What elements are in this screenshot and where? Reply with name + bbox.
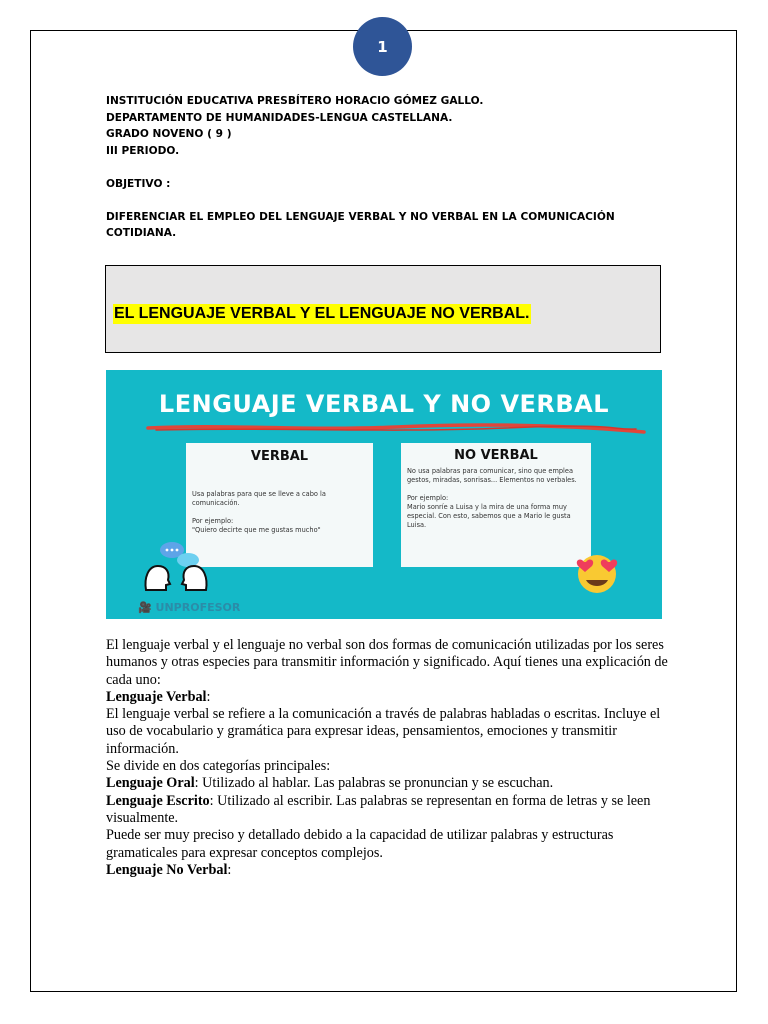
verbal-card bbox=[186, 443, 373, 567]
oral-text: : Utilizado al hablar. Las palabras se pronuncian y se escuchan. bbox=[194, 775, 554, 792]
talking-heads-icon bbox=[140, 540, 212, 592]
logo-text: UNPROFESOR bbox=[155, 601, 241, 614]
escrito-label: Lenguaje Escrito bbox=[106, 792, 210, 809]
body-content bbox=[106, 637, 676, 879]
noverbal-example-label: Por ejemplo: bbox=[407, 494, 449, 502]
highlighted-title: EL LENGUAJE VERBAL Y EL LENGUAJE NO VERBAL. bbox=[114, 305, 530, 322]
noverbal-example: Mario sonríe a Luisa y la mira de una forma muy especial. Con esto, sabemos que a Mario le gusta Luisa. bbox=[407, 503, 571, 529]
spacer bbox=[106, 192, 666, 209]
objective-text: DIFERENCIAR EL EMPLEO DEL LENGUAJE VERBAL Y NO VERBAL EN LA COMUNICACIÓN COTIDIANA. bbox=[106, 210, 615, 239]
oral-line bbox=[106, 775, 676, 792]
verbal-example: "Quiero decirte que me gustas mucho" bbox=[192, 526, 321, 534]
title-box bbox=[105, 265, 661, 353]
verbal-description: Usa palabras para que se lleve a cabo la comunicación. bbox=[192, 490, 326, 507]
escrito-line bbox=[106, 793, 676, 828]
escrito-text: : Utilizado al escribir. Las palabras se representan en forma de letras y se leen visualmente. bbox=[106, 792, 651, 826]
objective-label: OBJETIVO : bbox=[106, 177, 171, 190]
noverbal-card bbox=[401, 443, 591, 567]
red-brush-stroke-icon bbox=[146, 422, 646, 436]
camera-icon: 🎥 bbox=[138, 601, 152, 614]
grade-level: GRADO NOVENO ( 9 ) bbox=[106, 128, 232, 140]
categories-line: Se divide en dos categorías principales: bbox=[106, 758, 331, 775]
heart-eyes-emoji-icon bbox=[572, 548, 630, 594]
verbal-heading: VERBAL bbox=[250, 449, 309, 464]
unprofesor-logo bbox=[138, 601, 240, 614]
noverbal-heading-bold: Lenguaje No Verbal bbox=[106, 861, 228, 878]
verbal-section-heading: Lenguaje Verbal: bbox=[106, 688, 211, 705]
page-number-badge bbox=[353, 17, 412, 76]
spacer bbox=[106, 159, 666, 176]
institution-name: INSTITUCIÓN EDUCATIVA PRESBÍTERO HORACIO GÓMEZ GALLO. bbox=[106, 95, 484, 107]
infographic-image bbox=[106, 370, 662, 619]
department-name: DEPARTAMENTO DE HUMANIDADES-LENGUA CASTELLANA. bbox=[106, 111, 453, 124]
verbal-heading-bold: Lenguaje Verbal bbox=[106, 688, 207, 705]
intro-paragraph: El lenguaje verbal y el lenguaje no verbal son dos formas de comunicación utilizadas por los seres humanos y otras especies para transmitir información y significado. Aquí tienes una explicación de cada uno: bbox=[106, 637, 668, 688]
verbal-example-label: Por ejemplo: bbox=[192, 517, 234, 525]
period: III PERIODO. bbox=[106, 144, 180, 157]
oral-label: Lenguaje Oral bbox=[106, 775, 195, 792]
infographic-title: LENGUAJE VERBAL Y NO VERBAL bbox=[158, 390, 610, 418]
noverbal-description: No usa palabras para comunicar, sino que emplea gestos, miradas, sonrisas... Elementos no verbales. bbox=[407, 467, 577, 484]
noverbal-heading: NO VERBAL bbox=[454, 448, 538, 463]
verbal-definition: El lenguaje verbal se refiere a la comunicación a través de palabras habladas o escritas. Incluye el uso de vocabulario y gramática para expresar ideas, pensamientos, emociones y transmitir información. bbox=[106, 706, 661, 757]
precision-paragraph: Puede ser muy preciso y detallado debido a la capacidad de utilizar palabras y estructuras gramaticales para expresar conceptos complejos. bbox=[106, 827, 614, 861]
page-number: 1 bbox=[377, 37, 388, 56]
noverbal-section-heading: Lenguaje No Verbal: bbox=[106, 861, 232, 878]
document-header bbox=[106, 93, 666, 242]
